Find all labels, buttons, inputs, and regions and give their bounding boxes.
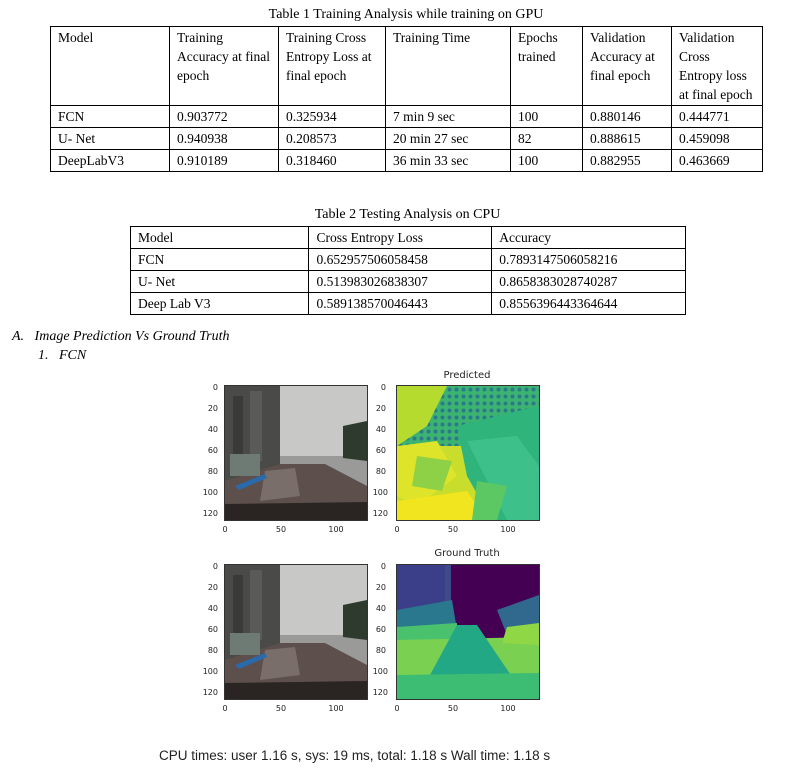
table1-cell: 0.880146 bbox=[583, 106, 672, 128]
table2-cell: 0.513983026838307 bbox=[309, 271, 492, 293]
table2-cell: 0.8658383028740287 bbox=[492, 271, 686, 293]
table2-row bbox=[131, 249, 686, 271]
table1-cell: 100 bbox=[511, 150, 583, 172]
y-tick: 100 bbox=[202, 488, 218, 497]
table1-header-cell: Training Cross Entropy Loss at final epoch bbox=[279, 27, 386, 106]
x-tick: 50 bbox=[275, 704, 287, 713]
y-tick: 40 bbox=[207, 604, 218, 613]
table1-cell: FCN bbox=[51, 106, 170, 128]
y-tick: 120 bbox=[372, 688, 388, 697]
table1-header-cell: Validation Accuracy at final epoch bbox=[583, 27, 672, 106]
table2-header-cell: Cross Entropy Loss bbox=[309, 227, 492, 249]
y-tick: 0 bbox=[212, 383, 218, 392]
y-tick: 20 bbox=[207, 404, 218, 413]
table1-row bbox=[51, 150, 763, 172]
table2-cell: 0.7893147506058216 bbox=[492, 249, 686, 271]
predicted-title: Predicted bbox=[443, 370, 491, 381]
table1-cell: 100 bbox=[511, 106, 583, 128]
table1-cell: 20 min 27 sec bbox=[386, 128, 511, 150]
y-tick: 100 bbox=[372, 667, 388, 676]
x-tick: 100 bbox=[328, 525, 344, 534]
table1-header-cell: Validation Cross Entropy loss at final epoch bbox=[672, 27, 763, 106]
table1-cell: DeepLabV3 bbox=[51, 150, 170, 172]
x-tick: 0 bbox=[394, 525, 400, 534]
table1-caption: Table 1 Training Analysis while training on GPU bbox=[268, 7, 544, 22]
y-tick: 40 bbox=[375, 604, 386, 613]
table1-cell: 0.325934 bbox=[279, 106, 386, 128]
predicted-mask bbox=[396, 385, 540, 521]
input-image-bottom bbox=[224, 564, 368, 700]
table2-row bbox=[131, 293, 686, 315]
x-tick: 0 bbox=[222, 704, 228, 713]
table2-caption: Table 2 Testing Analysis on CPU bbox=[314, 207, 501, 222]
table1-cell: 0.940938 bbox=[170, 128, 279, 150]
table2-cell: 0.589138570046443 bbox=[309, 293, 492, 315]
table2-cell: 0.8556396443364644 bbox=[492, 293, 686, 315]
y-tick: 120 bbox=[372, 509, 388, 518]
table2-cell: Deep Lab V3 bbox=[131, 293, 309, 315]
table2-header-row bbox=[131, 227, 686, 249]
y-tick: 20 bbox=[207, 583, 218, 592]
y-tick: 80 bbox=[375, 646, 386, 655]
table1-cell: 0.903772 bbox=[170, 106, 279, 128]
input-image-top bbox=[224, 385, 368, 521]
table2-row bbox=[131, 271, 686, 293]
table2-cell: U- Net bbox=[131, 271, 309, 293]
x-tick: 50 bbox=[275, 525, 287, 534]
y-tick: 60 bbox=[207, 625, 218, 634]
table2-header-cell: Accuracy bbox=[492, 227, 686, 249]
x-tick: 100 bbox=[500, 525, 516, 534]
table1-cell: 0.318460 bbox=[279, 150, 386, 172]
x-tick: 100 bbox=[500, 704, 516, 713]
table1-header-cell: Model bbox=[51, 27, 170, 106]
y-tick: 0 bbox=[380, 562, 386, 571]
section-heading-a: A. Image Prediction Vs Ground Truth bbox=[12, 329, 230, 344]
ground-truth-title: Ground Truth bbox=[434, 548, 500, 559]
table1-header-cell: Epochs trained bbox=[511, 27, 583, 106]
table2-cell: FCN bbox=[131, 249, 309, 271]
y-tick: 0 bbox=[212, 562, 218, 571]
table1-cell: 0.888615 bbox=[583, 128, 672, 150]
y-tick: 0 bbox=[380, 383, 386, 392]
y-tick: 80 bbox=[207, 467, 218, 476]
y-tick: 100 bbox=[202, 667, 218, 676]
table1-header-cell: Training Accuracy at final epoch bbox=[170, 27, 279, 106]
table1-cell: 0.910189 bbox=[170, 150, 279, 172]
y-tick: 80 bbox=[375, 467, 386, 476]
x-tick: 100 bbox=[328, 704, 344, 713]
x-tick: 50 bbox=[447, 704, 459, 713]
section-heading-1: 1. FCN bbox=[38, 348, 87, 363]
testing-table bbox=[130, 226, 686, 315]
table2-header-cell: Model bbox=[131, 227, 309, 249]
table2-cell: 0.652957506058458 bbox=[309, 249, 492, 271]
table1-row bbox=[51, 106, 763, 128]
x-tick: 0 bbox=[394, 704, 400, 713]
y-tick: 20 bbox=[375, 583, 386, 592]
x-tick: 50 bbox=[447, 525, 459, 534]
y-tick: 120 bbox=[202, 688, 218, 697]
ground-truth-mask bbox=[396, 564, 540, 700]
y-tick: 60 bbox=[375, 625, 386, 634]
table1-cell: 36 min 33 sec bbox=[386, 150, 511, 172]
y-tick: 40 bbox=[207, 425, 218, 434]
table1-cell: 0.882955 bbox=[583, 150, 672, 172]
table1-header-cell: Training Time bbox=[386, 27, 511, 106]
table1-cell: U- Net bbox=[51, 128, 170, 150]
y-tick: 60 bbox=[207, 446, 218, 455]
y-tick: 60 bbox=[375, 446, 386, 455]
table1-cell: 0.463669 bbox=[672, 150, 763, 172]
table1-cell: 0.208573 bbox=[279, 128, 386, 150]
table1-header-row bbox=[51, 27, 763, 106]
table1-cell: 0.444771 bbox=[672, 106, 763, 128]
table1-cell: 82 bbox=[511, 128, 583, 150]
table1-row bbox=[51, 128, 763, 150]
x-tick: 0 bbox=[222, 525, 228, 534]
cpu-times-output: CPU times: user 1.16 s, sys: 19 ms, total: 1.18 s Wall time: 1.18 s bbox=[159, 748, 551, 763]
y-tick: 20 bbox=[375, 404, 386, 413]
table1-cell: 0.459098 bbox=[672, 128, 763, 150]
training-table bbox=[50, 26, 763, 172]
y-tick: 120 bbox=[202, 509, 218, 518]
table1-cell: 7 min 9 sec bbox=[386, 106, 511, 128]
y-tick: 80 bbox=[207, 646, 218, 655]
y-tick: 40 bbox=[375, 425, 386, 434]
y-tick: 100 bbox=[372, 488, 388, 497]
